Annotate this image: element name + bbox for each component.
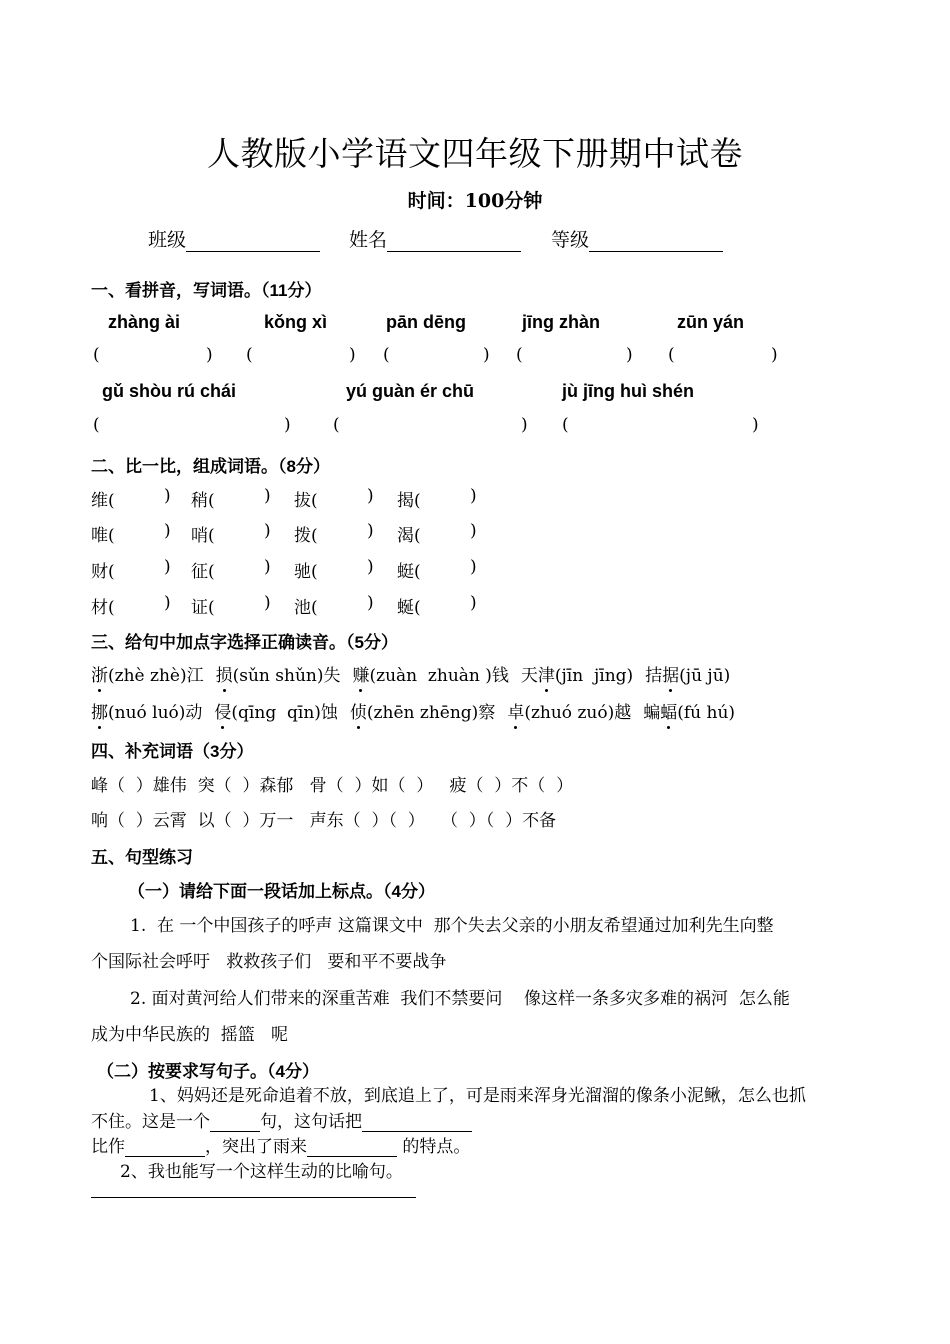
paren-close: ) bbox=[206, 345, 213, 365]
reading-item[interactable]: 损(sǔn shǔn)失 bbox=[216, 666, 341, 686]
compare-char: 蜒 bbox=[397, 598, 414, 618]
paren-close: ) bbox=[771, 345, 778, 365]
pinyin-item: zhàng ài bbox=[108, 312, 181, 332]
reading-item[interactable]: 蝙蝠(fú hú) bbox=[643, 703, 735, 723]
compared-object-blank[interactable] bbox=[362, 1113, 472, 1132]
punctuation-paragraph-2-cont: 成为中华民族的 摇篮 呢 bbox=[91, 1025, 289, 1045]
pinyin-item: zūn yán bbox=[677, 312, 745, 332]
grade-field bbox=[551, 225, 723, 252]
paren-close: ) bbox=[164, 593, 171, 613]
punctuation-paragraph-1-cont: 个国际社会呼吁 救救孩子们 要和平不要战争 bbox=[91, 952, 447, 972]
subsection-2-heading: （二）按要求写句子。（4分） bbox=[97, 1062, 319, 1081]
pinyin-item: yú guàn ér chū bbox=[346, 381, 475, 401]
section-1-heading: 一、看拼音，写词语。（11分） bbox=[91, 281, 322, 300]
compare-item[interactable]: 材( bbox=[91, 598, 115, 618]
paren-close: ) bbox=[264, 521, 271, 541]
compare-char: 池 bbox=[294, 598, 311, 618]
reading-item[interactable]: 侵(qīng qīn)蚀 bbox=[214, 703, 338, 723]
grade-blank[interactable] bbox=[589, 231, 723, 252]
paren-close: ) bbox=[349, 345, 356, 365]
answer-blank[interactable]: ( bbox=[516, 345, 523, 365]
compare-char: 证 bbox=[191, 598, 208, 618]
reading-line-2 bbox=[91, 698, 747, 723]
paren-close: ) bbox=[367, 521, 374, 541]
paren-close: ) bbox=[284, 415, 291, 435]
compare-item[interactable]: 拔( bbox=[294, 491, 318, 511]
sentence-question-1-line-3 bbox=[91, 1132, 470, 1157]
compare-char: 驰 bbox=[294, 562, 311, 582]
section-4-heading: 四、补充词语（3分） bbox=[91, 742, 254, 761]
compare-char: 征 bbox=[191, 562, 208, 582]
idiom-line-2[interactable]: 响（ ）云霄 以（ ）万一 声东（ ）（ ） （ ）（ ）不备 bbox=[91, 811, 557, 831]
compare-item[interactable]: 证( bbox=[191, 598, 215, 618]
compare-char: 拔 bbox=[294, 491, 311, 511]
answer-blank[interactable]: ( bbox=[246, 345, 253, 365]
compare-char: 财 bbox=[91, 562, 108, 582]
sentence-question-1-line-2 bbox=[91, 1107, 472, 1132]
answer-blank[interactable]: ( bbox=[668, 345, 675, 365]
paren-close: ) bbox=[367, 557, 374, 577]
reading-item[interactable]: 侦(zhēn zhēng)察 bbox=[350, 703, 495, 723]
class-field bbox=[148, 225, 320, 252]
pinyin-item: jù jīng huì shén bbox=[562, 381, 694, 401]
compare-item[interactable]: 渴( bbox=[397, 526, 421, 546]
paren-close: ) bbox=[164, 557, 171, 577]
compare-item[interactable]: 财( bbox=[91, 562, 115, 582]
answer-blank[interactable]: ( bbox=[333, 415, 340, 435]
answer-blank[interactable]: ( bbox=[383, 345, 390, 365]
compare-item[interactable]: 蜓( bbox=[397, 562, 421, 582]
paren-close: ) bbox=[470, 486, 477, 506]
answer-blank[interactable]: ( bbox=[93, 345, 100, 365]
paren-close: ) bbox=[164, 486, 171, 506]
reading-item[interactable]: 卓(zhuó zuó)越 bbox=[507, 703, 631, 723]
pinyin-item: gǔ shòu rú chái bbox=[102, 381, 237, 401]
paren-close: ) bbox=[626, 345, 633, 365]
compare-item[interactable]: 池( bbox=[294, 598, 318, 618]
q1-text: 不住。这是一个 bbox=[91, 1112, 210, 1132]
reading-item[interactable]: 赚(zuàn zhuàn )钱 bbox=[352, 666, 508, 686]
paren-close: ) bbox=[483, 345, 490, 365]
paren-close: ) bbox=[752, 415, 759, 435]
class-label: 班级 bbox=[148, 229, 187, 251]
compare-item[interactable]: 稍( bbox=[191, 491, 215, 511]
feature-blank[interactable] bbox=[307, 1138, 397, 1157]
compare-char: 材 bbox=[91, 598, 108, 618]
compare-char: 稍 bbox=[191, 491, 208, 511]
compare-item[interactable]: 揭( bbox=[397, 491, 421, 511]
answer-line[interactable] bbox=[91, 1197, 416, 1198]
class-blank[interactable] bbox=[186, 231, 320, 252]
compare-item[interactable]: 哨( bbox=[191, 526, 215, 546]
sentence-question-1: 1、妈妈还是死命追着不放，到底追上了，可是雨来浑身光溜溜的像条小泥鳅，怎么也抓 bbox=[149, 1086, 806, 1106]
paren-close: ) bbox=[470, 521, 477, 541]
reading-item[interactable]: 拮据(jū jū) bbox=[645, 666, 730, 686]
answer-blank[interactable]: ( bbox=[562, 415, 569, 435]
compare-char: 哨 bbox=[191, 526, 208, 546]
name-label: 姓名 bbox=[349, 229, 388, 251]
paren-close: ) bbox=[521, 415, 528, 435]
paren-close: ) bbox=[264, 486, 271, 506]
compare-char: 拨 bbox=[294, 526, 311, 546]
compare-item[interactable]: 蜒( bbox=[397, 598, 421, 618]
reading-line-1 bbox=[91, 661, 742, 686]
compare-item[interactable]: 拨( bbox=[294, 526, 318, 546]
q1-text: ，突出了雨来 bbox=[205, 1137, 307, 1157]
answer-blank[interactable]: ( bbox=[93, 415, 100, 435]
compare-item[interactable]: 驰( bbox=[294, 562, 318, 582]
sentence-question-2: 2、我也能写一个这样生动的比喻句。 bbox=[120, 1162, 403, 1182]
compare-item[interactable]: 征( bbox=[191, 562, 215, 582]
idiom-line-1[interactable]: 峰（ ）雄伟 突（ ）森郁 骨（ ）如（ ） 疲（ ）不（ ） bbox=[91, 776, 574, 796]
sentence-type-blank[interactable] bbox=[210, 1113, 260, 1132]
punctuation-paragraph-1: 1. 在 一个中国孩子的呼声 这篇课文中 那个失去父亲的小朋友希望通过加利先生向整 bbox=[130, 916, 774, 936]
compare-char: 渴 bbox=[397, 526, 414, 546]
compare-char: 蜓 bbox=[397, 562, 414, 582]
exam-duration: 时间：100分钟 bbox=[407, 190, 543, 212]
compare-item[interactable]: 唯( bbox=[91, 526, 115, 546]
name-field bbox=[349, 225, 521, 252]
reading-item[interactable]: 挪(nuó luó)动 bbox=[91, 703, 202, 723]
section-3-heading: 三、给句中加点字选择正确读音。（5分） bbox=[91, 633, 398, 652]
compare-item[interactable]: 维( bbox=[91, 491, 115, 511]
pinyin-item: kǒng xì bbox=[264, 312, 328, 332]
pinyin-item: pān dēng bbox=[386, 312, 466, 332]
compare-char: 唯 bbox=[91, 526, 108, 546]
subsection-1-heading: （一）请给下面一段话加上标点。（4分） bbox=[128, 882, 435, 901]
paren-close: ) bbox=[264, 557, 271, 577]
paren-close: ) bbox=[470, 593, 477, 613]
compare-char: 揭 bbox=[397, 491, 414, 511]
section-5-heading: 五、句型练习 bbox=[91, 848, 193, 867]
reading-item[interactable]: 天津(jīn jīng) bbox=[521, 666, 633, 686]
punctuation-paragraph-2: 2. 面对黄河给人们带来的深重苦难 我们不禁要问 像这样一条多灾多难的祸河 怎么能 bbox=[130, 989, 790, 1009]
name-blank[interactable] bbox=[387, 231, 521, 252]
paren-close: ) bbox=[367, 593, 374, 613]
q1-text: 句，这句话把 bbox=[260, 1112, 362, 1132]
q1-text: 的特点。 bbox=[402, 1137, 471, 1157]
paren-close: ) bbox=[164, 521, 171, 541]
paren-close: ) bbox=[264, 593, 271, 613]
pinyin-item: jīng zhàn bbox=[522, 312, 600, 332]
reading-item[interactable]: 浙(zhè zhè)江 bbox=[91, 666, 204, 686]
page-title: 人教版小学语文四年级下册期中试卷 bbox=[207, 134, 743, 173]
compare-char: 维 bbox=[91, 491, 108, 511]
paren-close: ) bbox=[470, 557, 477, 577]
paren-close: ) bbox=[367, 486, 374, 506]
grade-label: 等级 bbox=[551, 229, 590, 251]
compared-to-blank[interactable] bbox=[125, 1138, 205, 1157]
q1-text: 比作 bbox=[91, 1137, 125, 1157]
section-2-heading: 二、比一比，组成词语。（8分） bbox=[91, 457, 330, 476]
